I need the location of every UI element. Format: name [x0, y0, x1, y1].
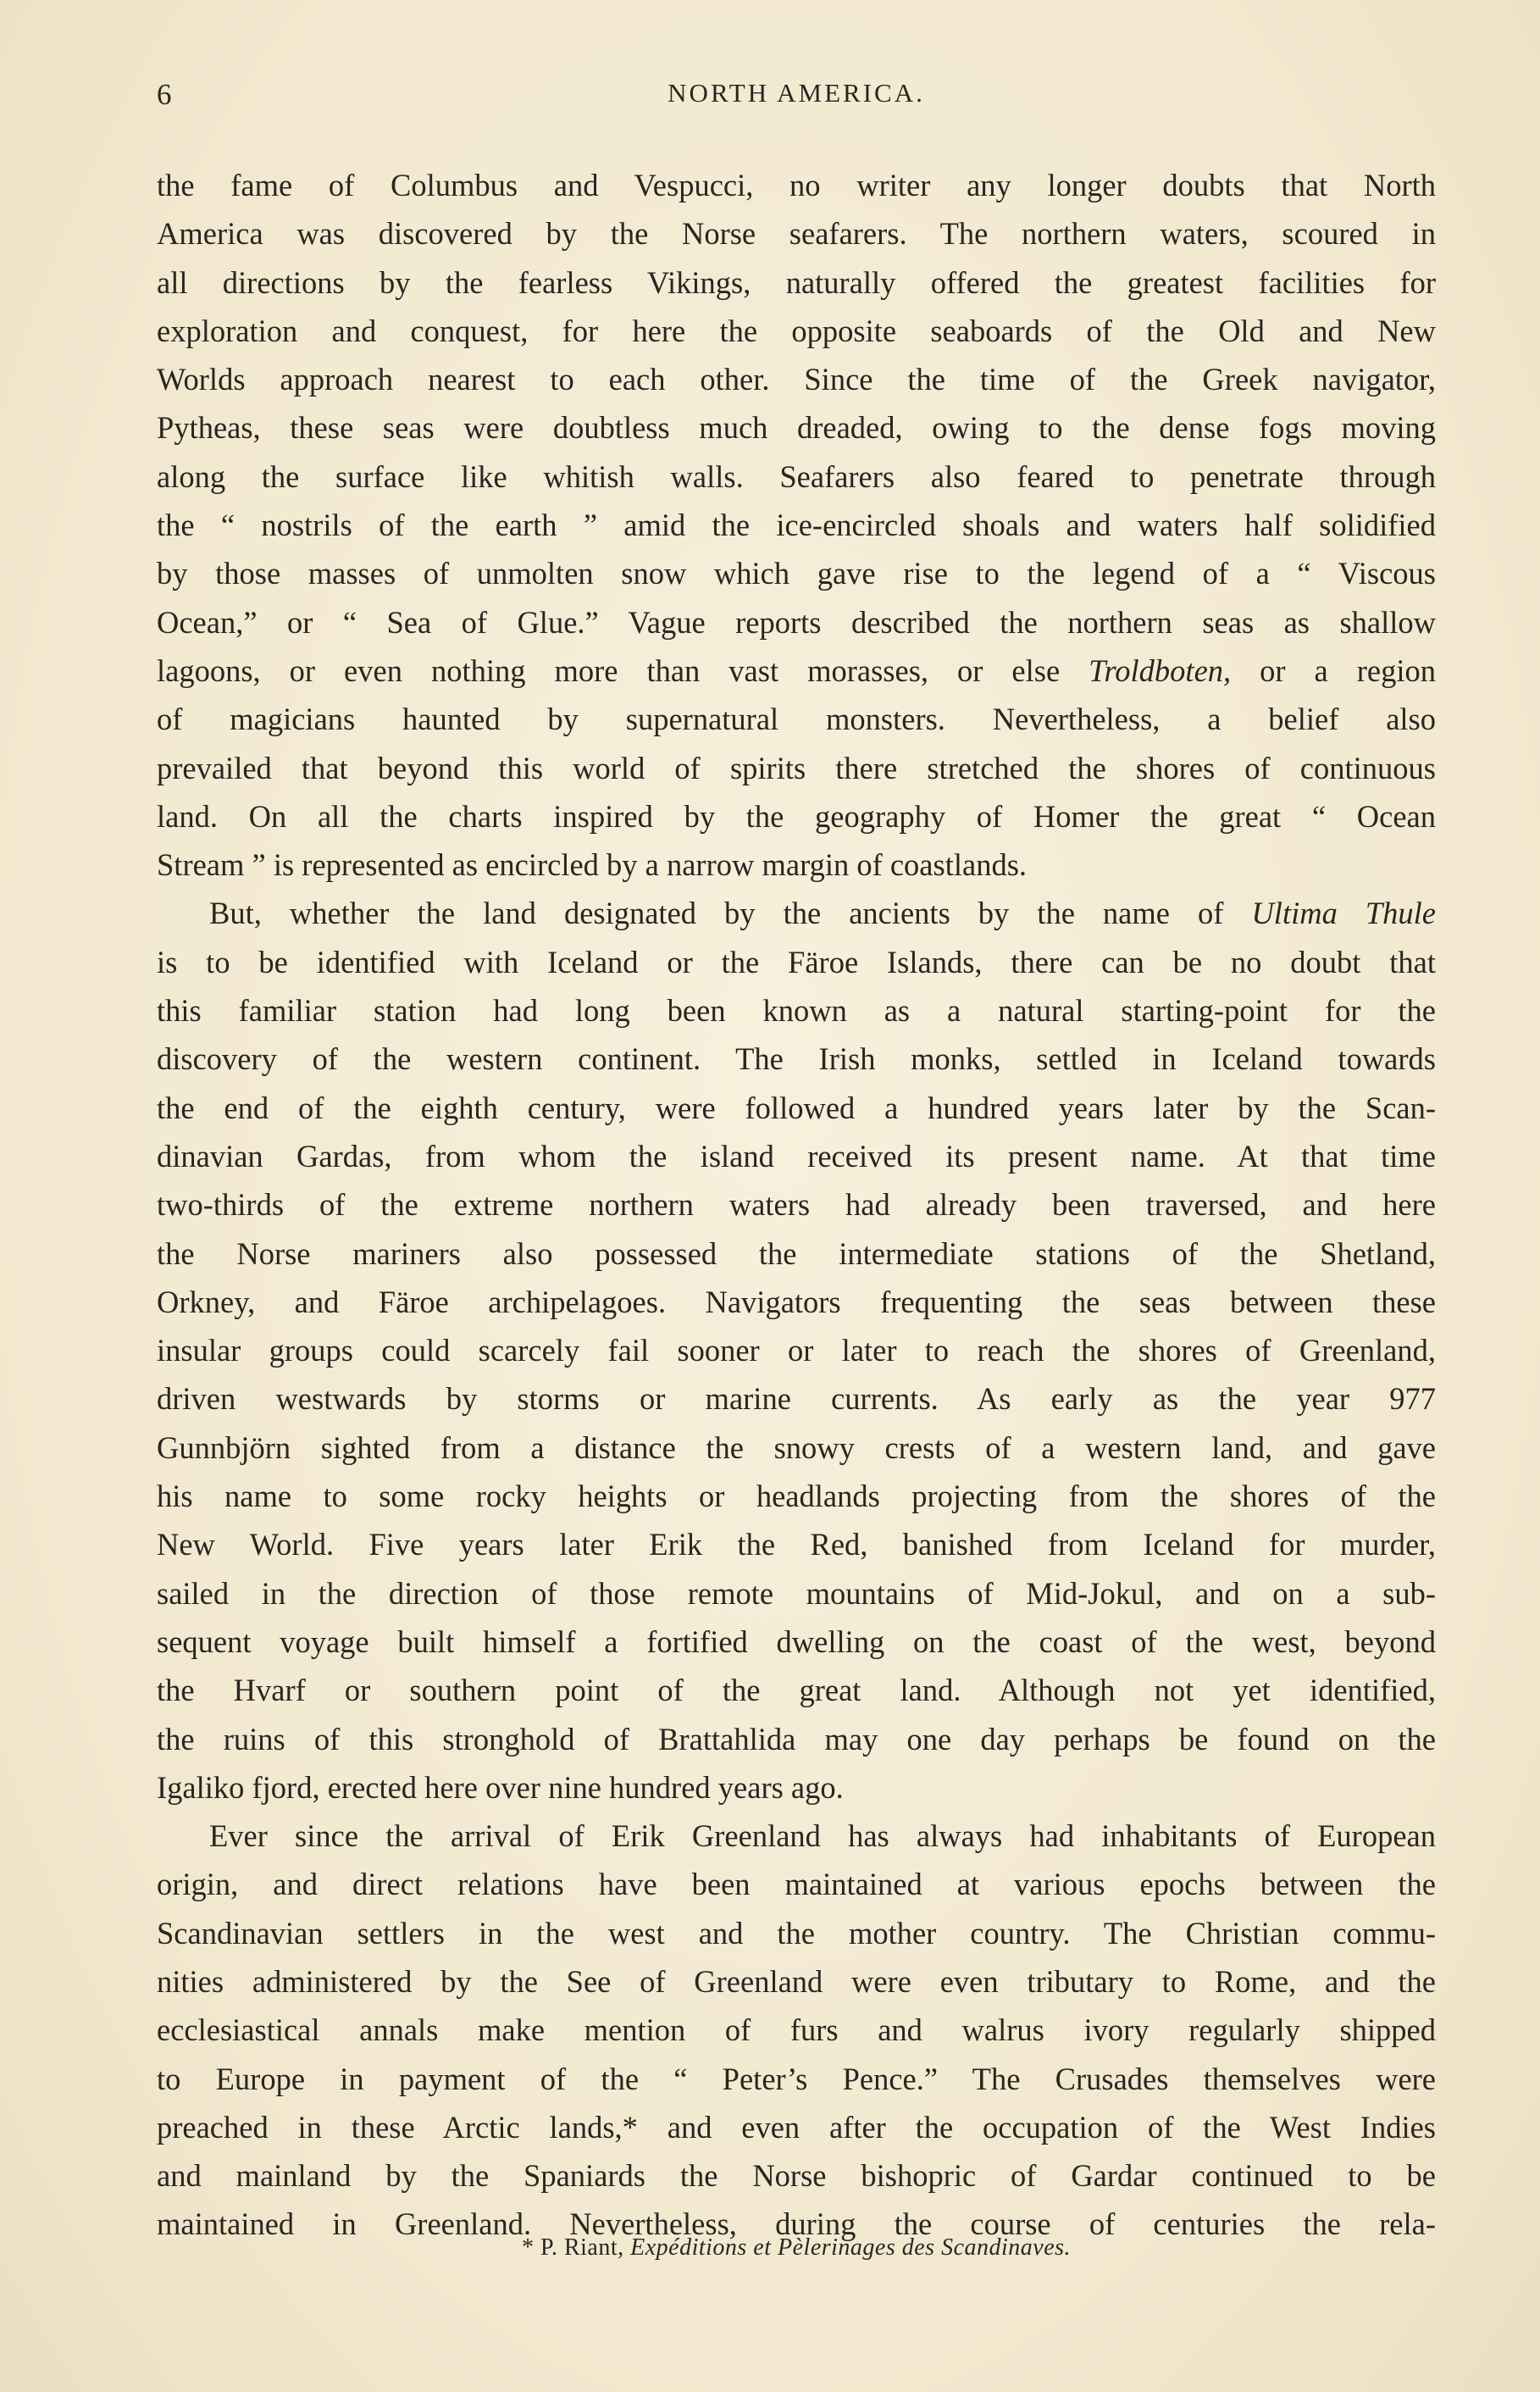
text-line: New World. Five years later Erik the Red, banished from Iceland for murder, — [157, 1527, 1436, 1562]
text-line: of magicians haunted by supernatural monsters. Nevertheless, a belief also — [157, 702, 1436, 737]
text-line: Orkney, and Färoe archipelagoes. Navigators frequenting the seas between these — [157, 1284, 1436, 1319]
italic-term: Troldboten, — [1089, 652, 1232, 688]
page-header — [157, 78, 1436, 120]
text-line — [157, 647, 1436, 695]
text-line: the end of the eighth century, were followed a hundred years later by the Scan- — [157, 1090, 1436, 1125]
paragraph-3 — [157, 1812, 1436, 2249]
text-line: the “ nostrils of the earth ” amid the ice-encircled shoals and waters half solidified — [157, 508, 1436, 543]
text-line: nities administered by the See of Greenland were even tributary to Rome, and the — [157, 1963, 1436, 1999]
footnote-marker: * P. Riant, — [521, 2234, 624, 2261]
text-line: along the surface like whitish walls. Seafarers also feared to penetrate through — [157, 458, 1436, 494]
text-line: land. On all the charts inspired by the geography of Homer the great “ Ocean — [157, 798, 1436, 834]
text-line: dinavian Gardas, from whom the island received its present name. At that time — [157, 1138, 1436, 1174]
text-line: insular groups could scarcely fail sooner or later to reach the shores of Greenland, — [157, 1333, 1436, 1368]
text-line: Stream ” is represented as encircled by a narrow margin of coastlands. — [157, 847, 1028, 883]
text-line: the fame of Columbus and Vespucci, no writer any longer doubts that North — [157, 168, 1436, 203]
text-line: Scandinavian settlers in the west and the mother country. The Christian commu- — [157, 1915, 1436, 1951]
text-line: sailed in the direction of those remote mountains of Mid-Jokul, and on a sub- — [157, 1575, 1436, 1611]
text-line: by those masses of unmolten snow which gave rise to the legend of a “ Viscous — [157, 556, 1436, 591]
running-head: NORTH AMERICA. — [668, 78, 925, 108]
text-line: maintained in Greenland. Nevertheless, during the course of centuries the rela- — [157, 2206, 1436, 2242]
text-line: discovery of the western continent. The Irish monks, settled in Iceland towards — [157, 1041, 1436, 1077]
text-line: preached in these Arctic lands,* and even after the occupation of the West Indies — [157, 2109, 1436, 2145]
text-line: Pytheas, these seas were doubtless much dreaded, owing to the dense fogs moving — [157, 410, 1436, 446]
text-line: the ruins of this stronghold of Brattahlida may one day perhaps be found on the — [157, 1721, 1436, 1757]
text-line — [157, 889, 1436, 937]
text-line: this familiar station had long been known as a natural starting-point for the — [157, 993, 1436, 1029]
text-line: is to be identified with Iceland or the Färoe Islands, there can be no doubt that — [157, 944, 1436, 980]
text-line: Ever since the arrival of Erik Greenland has always had inhabitants of European — [209, 1818, 1436, 1854]
text-line: sequent voyage built himself a fortified dwelling on the coast of the west, beyond — [157, 1623, 1436, 1659]
text-line: Gunnbjörn sighted from a distance the snowy crests of a western land, and gave — [157, 1429, 1436, 1465]
paragraph-1 — [157, 161, 1436, 889]
footnote-title: Expéditions et Pèlerinages des Scandinaves. — [630, 2234, 1072, 2261]
text-line: exploration and conquest, for here the opposite seaboards of the Old and New — [157, 313, 1436, 348]
paragraph-2 — [157, 889, 1436, 1812]
text-line: all directions by the fearless Vikings, naturally offered the greatest facilities for — [157, 264, 1436, 300]
italic-term: Ultima Thule — [1251, 896, 1436, 931]
text-line: Worlds approach nearest to each other. Since the time of the Greek navigator, — [157, 362, 1436, 397]
text-line: America was discovered by the Norse seafarers. The northern waters, scoured in — [157, 216, 1436, 252]
text-segment: lagoons, or even nothing more than vast morasses, or else — [157, 652, 1089, 688]
body-text — [157, 161, 1436, 2249]
text-line: Igaliko fjord, erected here over nine hundred years ago. — [157, 1769, 844, 1805]
text-line: the Hvarf or southern point of the great land. Although not yet identified, — [157, 1673, 1436, 1708]
text-line: and mainland by the Spaniards the Norse bishopric of Gardar continued to be — [157, 2158, 1436, 2194]
text-line: prevailed that beyond this world of spirits there stretched the shores of continuous — [157, 750, 1436, 785]
text-line: two-thirds of the extreme northern waters had already been traversed, and here — [157, 1187, 1436, 1223]
text-line: origin, and direct relations have been maintained at various epochs between the — [157, 1867, 1436, 1902]
text-line: to Europe in payment of the “ Peter’s Pence.” The Crusades themselves were — [157, 2061, 1436, 2096]
text-line: ecclesiastical annals make mention of furs and walrus ivory regularly shipped — [157, 2012, 1436, 2048]
page-number: 6 — [157, 78, 173, 111]
text-line: his name to some rocky heights or headlands projecting from the shores of the — [157, 1479, 1436, 1514]
text-line: driven westwards by storms or marine currents. As early as the year 977 — [157, 1381, 1436, 1417]
text-line: Ocean,” or “ Sea of Glue.” Vague reports described the northern seas as shallow — [157, 604, 1436, 640]
footnote — [157, 2234, 1436, 2262]
text-segment: But, whether the land designated by the ancients by the name of — [209, 896, 1252, 931]
text-line: the Norse mariners also possessed the intermediate stations of the Shetland, — [157, 1235, 1436, 1271]
text-segment: or a region — [1231, 652, 1436, 688]
